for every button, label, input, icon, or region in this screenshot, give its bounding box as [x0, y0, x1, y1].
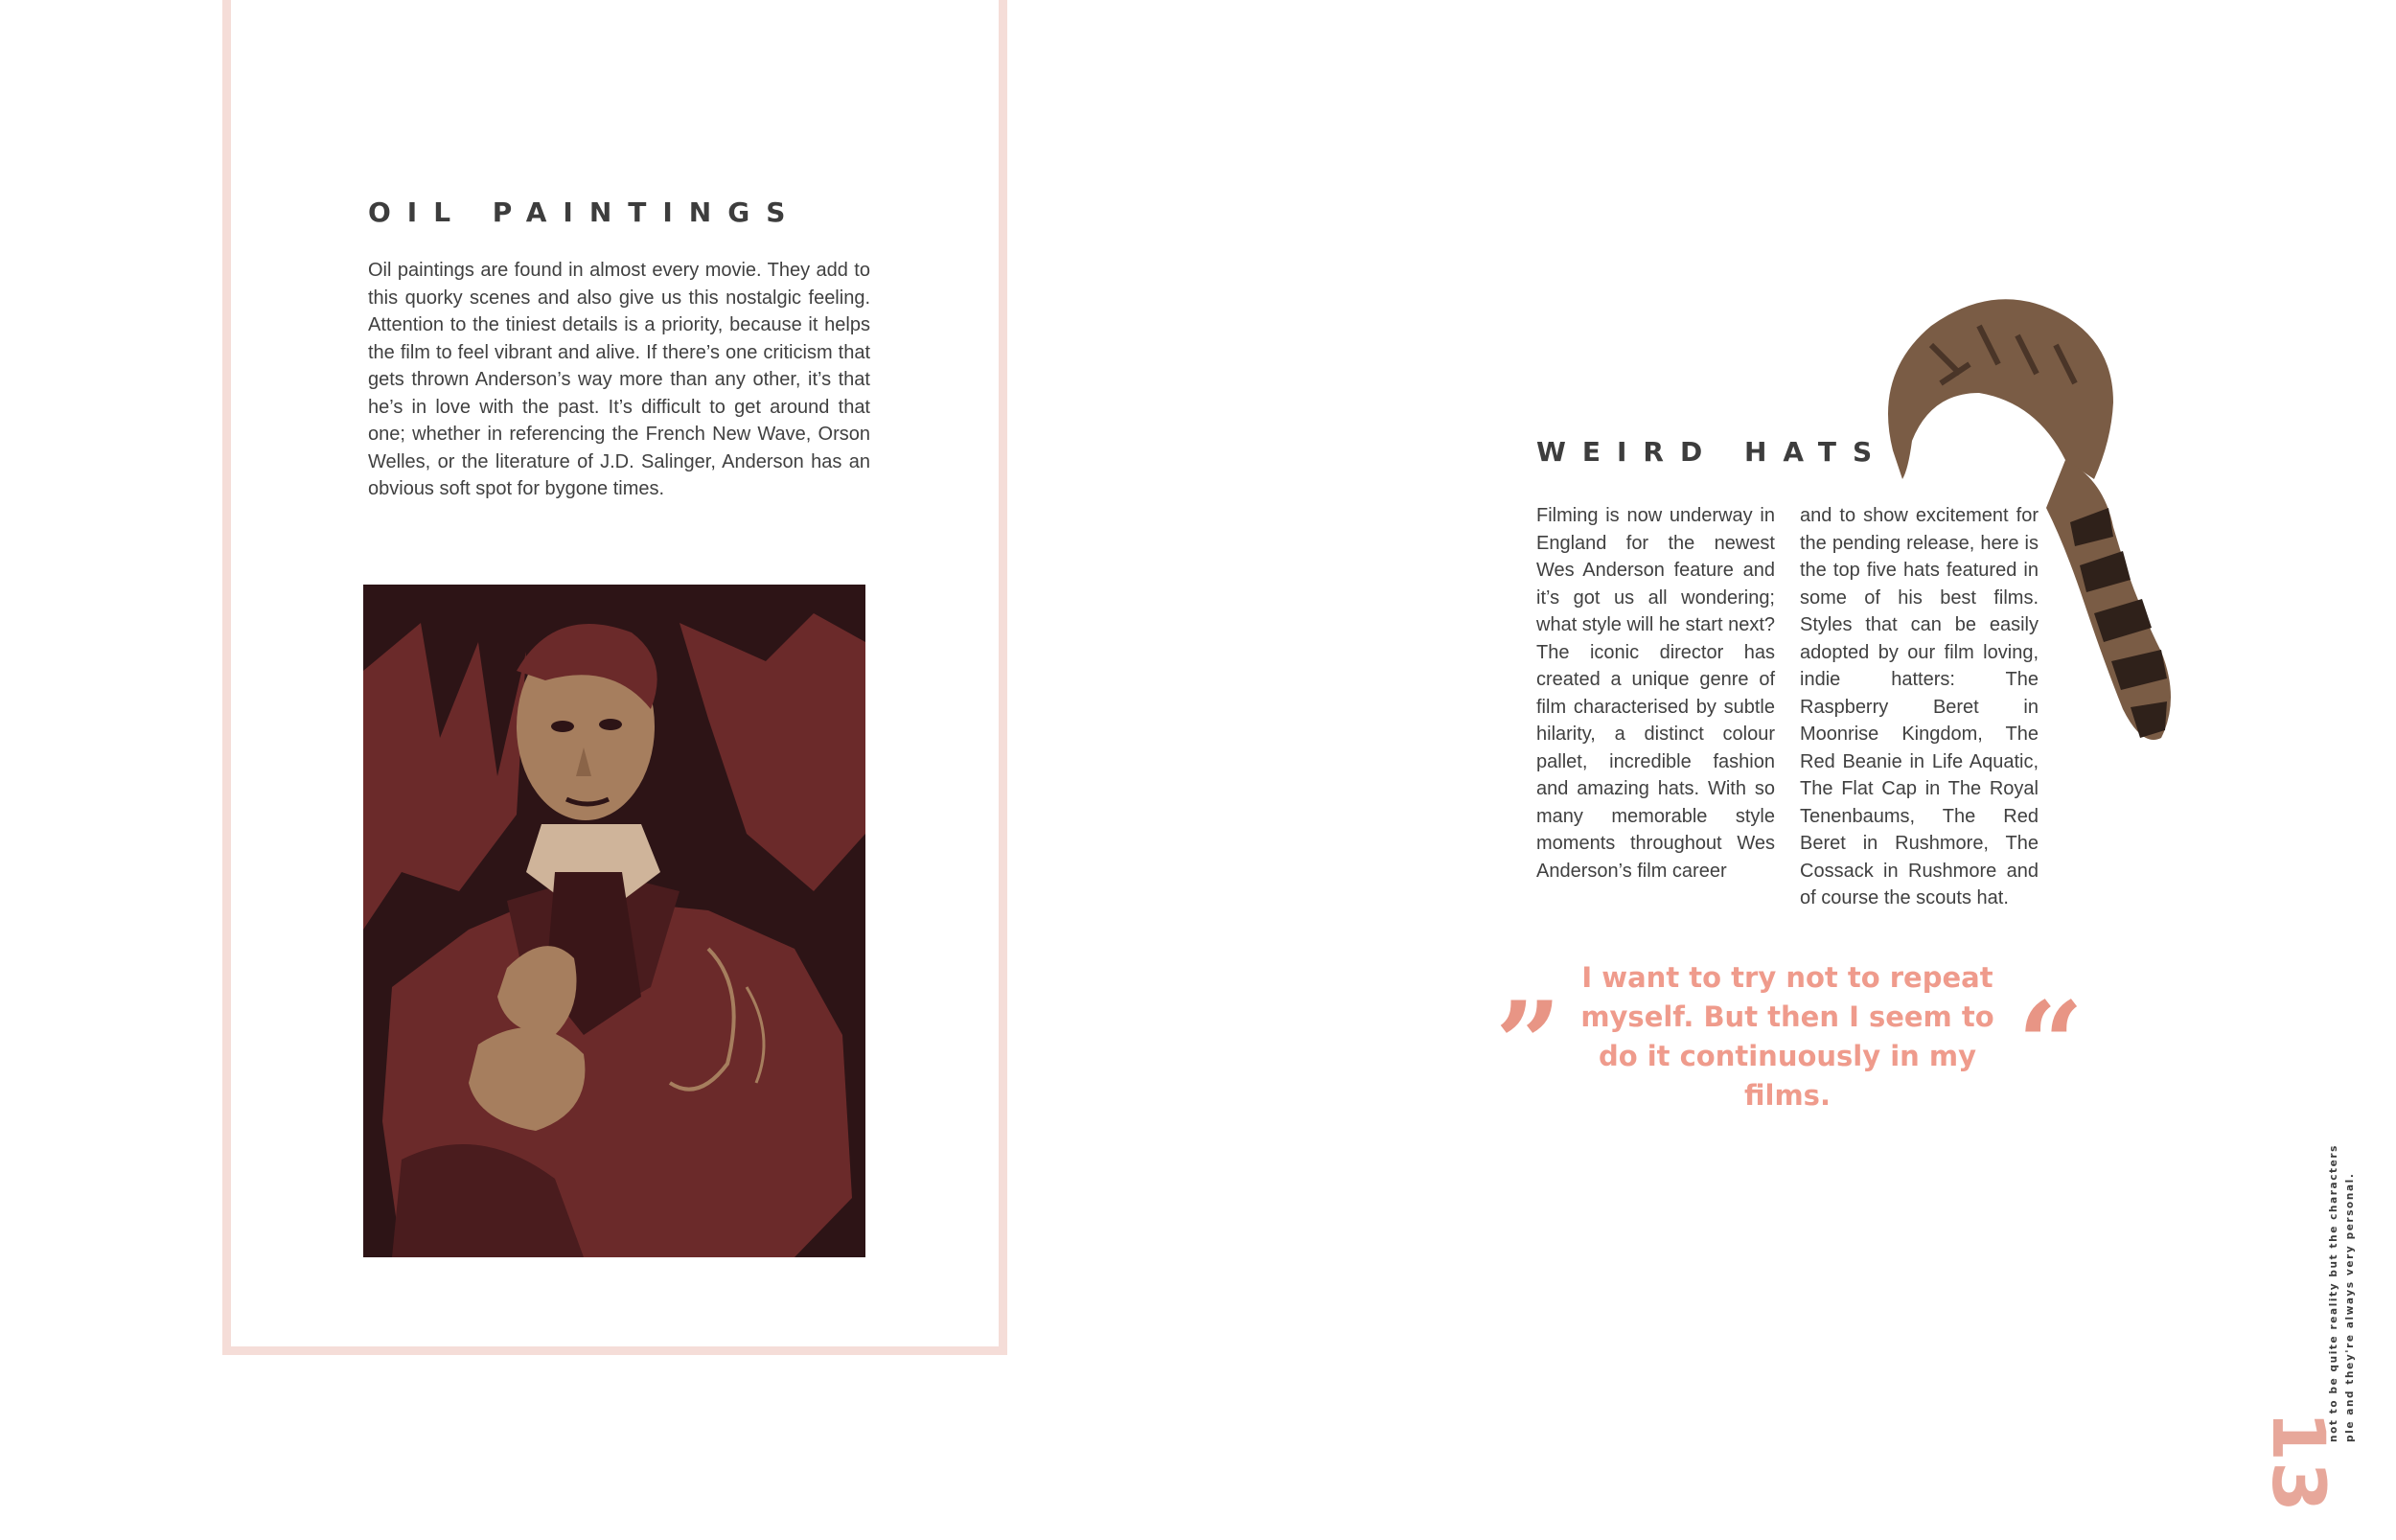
quote-open-mark: ” — [1495, 977, 1562, 1112]
side-note — [2326, 1143, 2374, 1442]
pull-quote: I want to try not to repeat myself. But then I seem to do it continuously in my films. — [1580, 961, 1994, 1112]
oil-paintings-heading: OIL PAINTINGS — [368, 196, 802, 228]
weird-hats-heading: WEIRD HATS — [1536, 436, 1889, 468]
weird-hats-column-2: and to show excitement for the pending release, here is the top five hats featured in some of his best films. Styles that can be easily adopted by our film loving, indie hatters: The Raspberry Beret in Moonrise Kingdom, The Red Beanie in Life Aquatic, The Flat Cap in The Royal Tenenbaums, The Red Beret in Rushmore, The Cossack in Rushmore and of course the scouts hat. — [1800, 505, 2039, 908]
raccoon-hat-illustration — [1874, 287, 2190, 747]
page-number: 13 — [2255, 1411, 2341, 1512]
oil-painting-portrait — [363, 585, 865, 1257]
quote-close-mark: “ — [2017, 977, 2085, 1112]
side-note-line-2: ple and they're always very personal. — [2344, 1172, 2356, 1442]
side-note-line-1: not to be quite reality but the characters — [2328, 1143, 2339, 1442]
oil-paintings-body: Oil paintings are found in almost every movie. They add to this quorky scenes and also give us this nostalgic feeling. Attention to the tiniest details is a priority, because it helps the film to feel vibrant and alive. If there’s one criticism that gets thrown Anderson’s way more than any other, it’s that he’s in love with the past. It’s difficult to get around that one; whether in referencing the French New Wave, Orson Welles, or the literature of J.D. Salinger, Anderson has an obvious soft spot for bygone times. — [368, 260, 870, 499]
weird-hats-column-1: Filming is now underway in England for the newest Wes Anderson feature and it’s got us all wondering; what style will he start next? The iconic director has created a unique genre of film characterised by subtle hilarity, a distinct colour pallet, incredible fashion and amazing hats. With so many memorable style moments throughout Wes Anderson’s film career — [1536, 505, 1775, 882]
